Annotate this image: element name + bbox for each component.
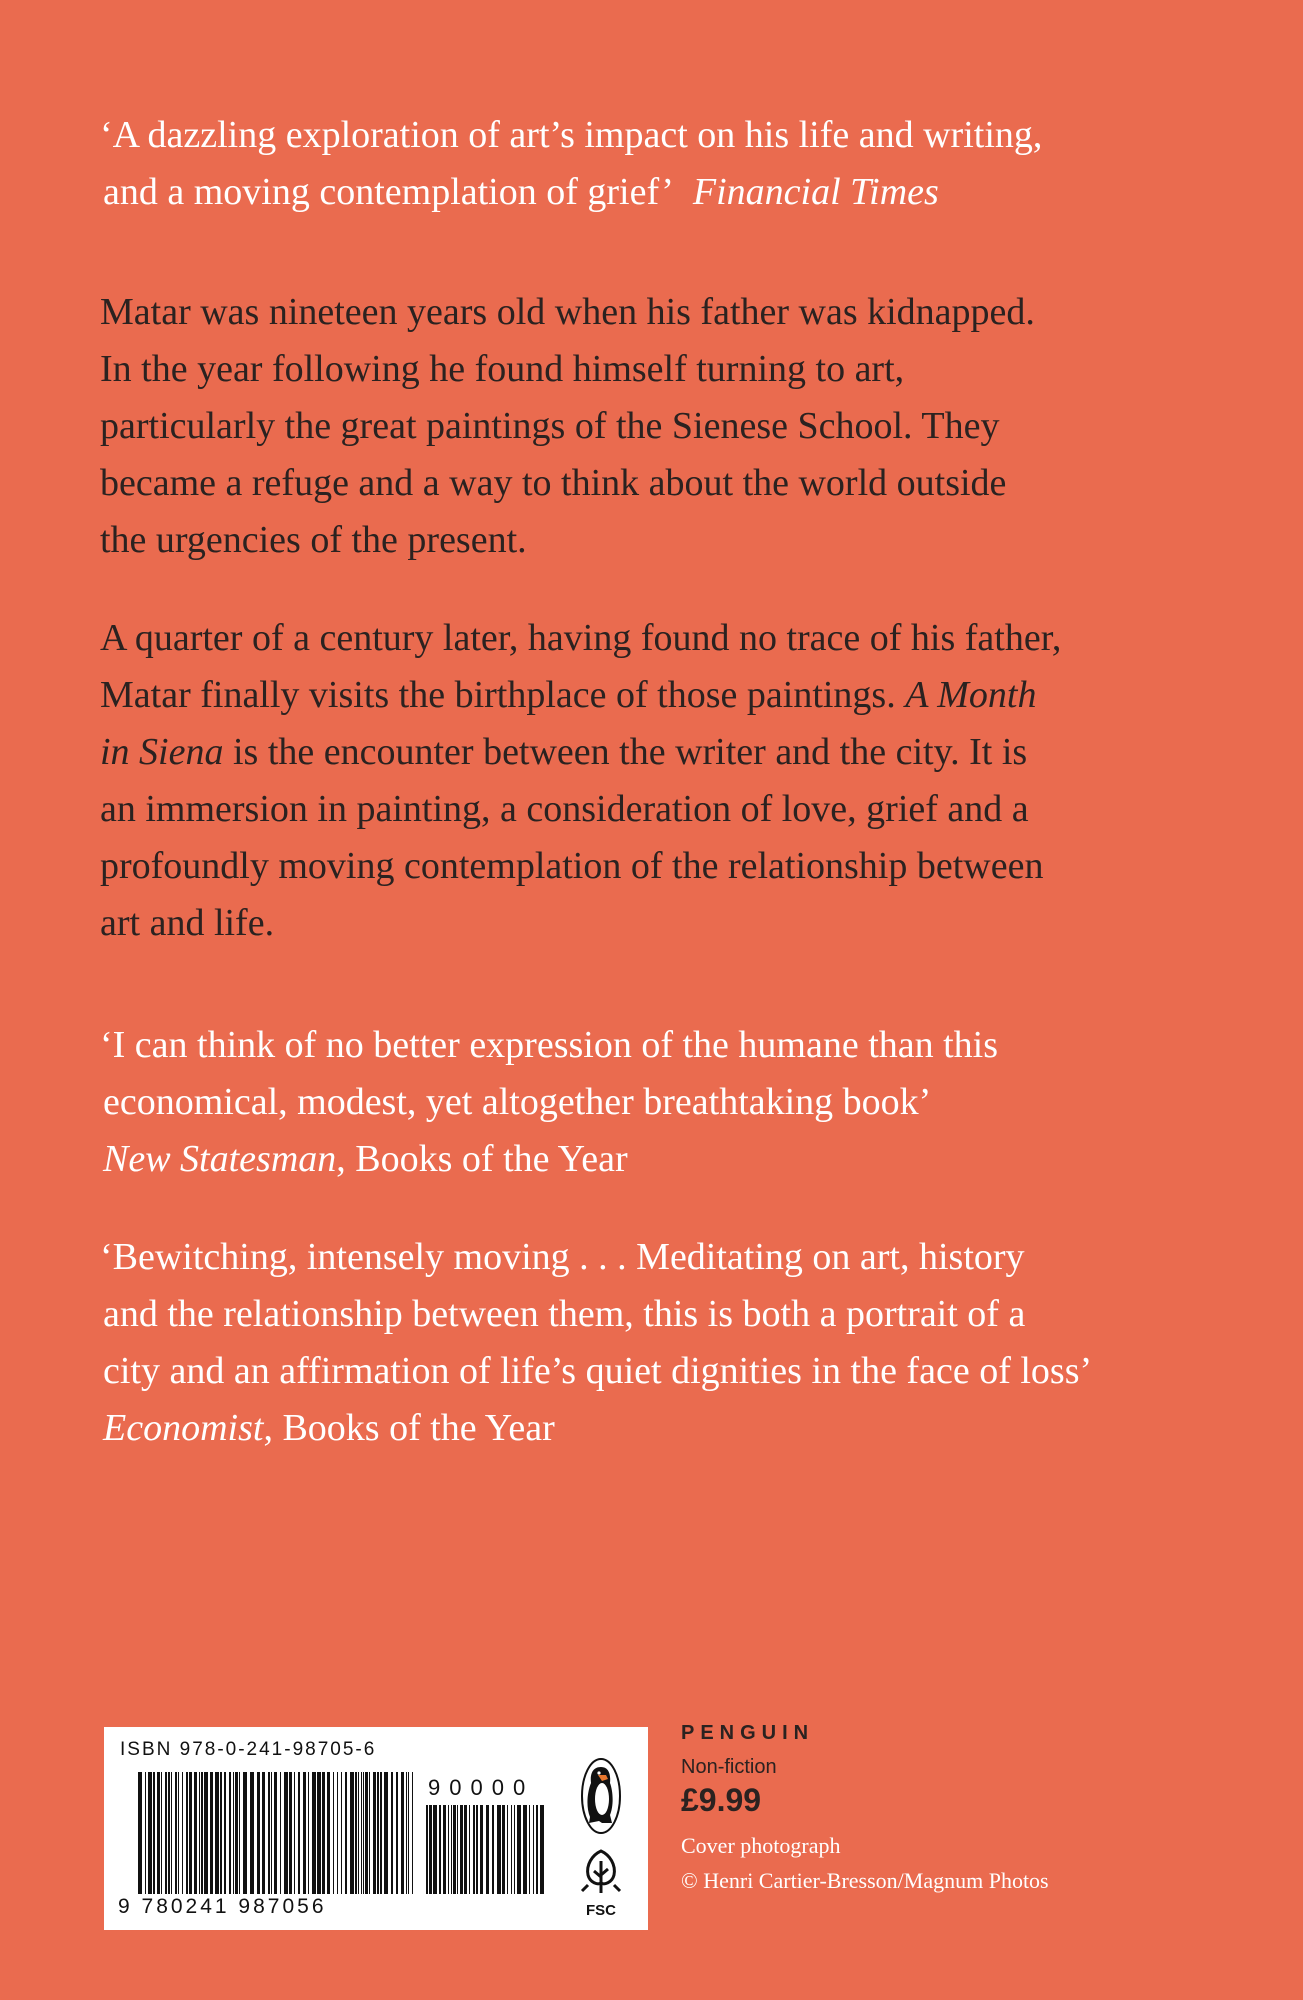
barcode-bar [536,1805,538,1894]
barcode-bar [377,1772,379,1894]
barcode-bar [138,1772,142,1894]
quote-line: ‘Bewitching, intensely moving . . . Meditating on art, history [100,1236,1025,1278]
barcode-bar [233,1772,234,1894]
barcode-bar [250,1772,254,1894]
barcode-bar [355,1772,357,1894]
paragraph-line [100,724,1210,781]
barcode-bar [457,1805,458,1894]
book-title: A Month [905,674,1037,716]
barcode-bar [540,1805,544,1894]
barcode-bar [507,1805,508,1894]
barcode-bar [262,1772,265,1894]
barcode-bar [194,1772,197,1894]
quote-economist [100,1229,1210,1457]
barcode-bar [204,1772,208,1894]
barcode-bar [303,1772,306,1894]
barcode-bar [153,1772,155,1894]
publisher-name: PENGUIN [681,1722,815,1744]
barcode-bar [271,1772,272,1894]
book-title: in Siena [100,731,224,773]
barcode-bar [476,1805,478,1894]
barcode-bar [220,1772,222,1894]
barcode-bar [239,1772,240,1894]
barcode-bar [189,1772,192,1894]
barcode-bar [448,1805,449,1894]
quote-new-statesman [100,1017,1210,1188]
barcode-bar [492,1805,494,1894]
barcode-bar [451,1805,452,1894]
barcode-bar [517,1805,521,1894]
ean-barcode [138,1772,418,1894]
quote-source-line [100,1131,1210,1188]
barcode-bar [215,1772,219,1894]
paragraph-line: A quarter of a century later, having found no trace of his father, [100,617,1062,659]
barcode-bar [469,1805,470,1894]
barcode-bar [533,1805,534,1894]
barcode-bar [199,1772,200,1894]
barcode-bar [426,1805,428,1894]
barcode-bar [523,1805,527,1894]
paragraph-line: profoundly moving contemplation of the relationship between [100,845,1044,887]
barcode-bar [433,1805,437,1894]
barcode-bar [210,1772,213,1894]
quote-line-with-source [100,164,1210,221]
barcode-bar [486,1805,489,1894]
addon-barcode [426,1805,546,1894]
barcode-bar [361,1772,362,1894]
barcode-bar [380,1772,382,1894]
barcode-bar [345,1772,347,1894]
barcode-bar [511,1805,512,1894]
paragraph-line: the urgencies of the present. [100,519,527,561]
barcode-bar [529,1805,530,1894]
quote-source: Economist [103,1407,264,1449]
fsc-tree-icon [578,1847,624,1919]
barcode-bar [148,1772,152,1894]
barcode-bar [168,1772,170,1894]
barcode-bar [235,1772,238,1894]
barcode-bar [412,1772,413,1894]
description-paragraph-1 [100,284,1210,569]
paragraph-line: Matar was nineteen years old when his father was kidnapped. [100,291,1035,333]
barcode-bar [497,1805,501,1894]
barcode-bar [453,1805,456,1894]
paragraph-text: is the encounter between the writer and the city. It is [223,731,1028,773]
barcode-bar [350,1772,354,1894]
paragraph-line [100,667,1210,724]
barcode-bar [363,1772,364,1894]
isbn-label: ISBN 978-0-241-98705-6 [120,1739,377,1760]
barcode-bar [439,1805,441,1894]
paragraph-line: became a refuge and a way to think about the world outside [100,462,1007,504]
barcode-bar [308,1772,309,1894]
barcode-bar [373,1772,376,1894]
barcode-bar [294,1772,295,1894]
category-label: Non-fiction [681,1756,777,1778]
barcode-bar [243,1772,247,1894]
barcode-bar [341,1772,342,1894]
penguin-logo-icon [580,1757,622,1835]
barcode-bar [229,1772,231,1894]
barcode-bar [473,1805,475,1894]
paragraph-line: particularly the great paintings of the Sienese School. They [100,405,1000,447]
barcode-bar [312,1772,316,1894]
quote-source-line [100,1400,1210,1457]
barcode-bar [502,1805,505,1894]
barcode-bar [157,1772,160,1894]
quote-source: New Statesman [103,1138,337,1180]
barcode-bar [333,1772,334,1894]
paragraph-line: In the year following he found himself turning to art, [100,348,905,390]
description-paragraph-2 [100,610,1210,952]
barcode-bar [408,1772,409,1894]
quote-line: ‘A dazzling exploration of art’s impact on his life and writing, [100,114,1043,156]
barcode-digits: 9 780241 987056 [118,1895,327,1918]
barcode-bar [165,1772,167,1894]
barcode-bar [298,1772,300,1894]
paragraph-text: Matar finally visits the birthplace of those paintings. [100,674,906,716]
barcode-bar [161,1772,162,1894]
barcode-bar [182,1772,183,1894]
barcode-bar [322,1772,325,1894]
fsc-label: FSC [586,1902,616,1919]
barcode-bar [186,1772,188,1894]
barcode-bar [327,1772,330,1894]
barcode-bar [289,1772,292,1894]
barcode-panel [104,1727,648,1930]
barcode-bar [175,1772,177,1894]
barcode-bar [358,1772,359,1894]
barcode-bar [480,1805,483,1894]
quote-financial-times [100,107,1210,221]
barcode-bar [257,1772,260,1894]
barcode-bar [224,1772,226,1894]
paragraph-line: art and life. [100,902,275,944]
barcode-bar [178,1772,179,1894]
barcode-bar [274,1772,277,1894]
barcode-bar [369,1772,370,1894]
barcode-bar [396,1772,398,1894]
barcode-bar [443,1805,446,1894]
barcode-bar [365,1772,368,1894]
quote-line: city and an affirmation of life’s quiet dignities in the face of loss’ [103,1350,1093,1392]
barcode-bar [460,1805,463,1894]
quote-line: ‘I can think of no better expression of the humane than this [100,1024,999,1066]
barcode-bar [429,1805,432,1894]
barcode-bar [514,1805,515,1894]
quote-line: and a moving contemplation of grief’ [103,171,674,213]
barcode-bar [337,1772,338,1894]
barcode-bar [317,1772,321,1894]
quote-source-suffix: , Books of the Year [336,1138,628,1180]
price-code: 90000 [428,1775,535,1800]
barcode-bar [171,1772,172,1894]
barcode-bar [284,1772,288,1894]
barcode-bar [406,1772,407,1894]
barcode-bar [384,1772,388,1894]
barcode-bar [401,1772,404,1894]
cover-credit-line-1: Cover photograph [681,1833,841,1858]
barcode-bar [464,1805,467,1894]
quote-source: Financial Times [692,171,939,213]
quote-line: and the relationship between them, this is both a portrait of a [103,1293,1026,1335]
quote-line: economical, modest, yet altogether breathtaking book’ [103,1081,932,1123]
quote-source-suffix: , Books of the Year [263,1407,555,1449]
paragraph-line: an immersion in painting, a consideration of love, grief and a [100,788,1029,830]
cover-credit-line-2: © Henri Cartier-Bresson/Magnum Photos [681,1868,1049,1893]
barcode-bar [280,1772,281,1894]
barcode-bar [145,1772,146,1894]
price-label: £9.99 [681,1782,762,1818]
barcode-bar [391,1772,393,1894]
barcode-bar [201,1772,203,1894]
barcode-bar [268,1772,270,1894]
